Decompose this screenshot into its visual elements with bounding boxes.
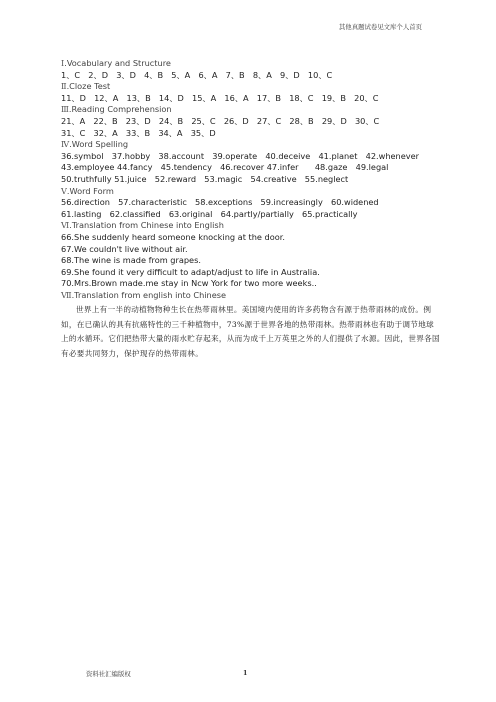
answer-line: 36.symbol 37.hobby 38.account 39.operate 40.deceive 41.planet 42.whenever: [61, 150, 420, 161]
answer-line: 31、C 32、A 33、B 34、A 35、D: [61, 127, 216, 138]
answer-line: 43.employee 44.fancy 45.tendency 46.recover 47.infer 48.gaze 49.legal: [61, 162, 389, 173]
section-heading-spelling: Ⅳ.Word Spelling: [61, 139, 129, 150]
answer-line: 11、D 12、A 13、B 14、D 15、A 16、A 17、B 18、C 19、B 20、C: [61, 92, 379, 103]
section-heading-translation-en-cn: Ⅶ.Translation from english into Chinese: [61, 289, 227, 300]
section-heading-reading: Ⅲ.Reading Comprehension: [61, 104, 172, 115]
section-heading-cloze: Ⅱ.Cloze Test: [61, 81, 111, 92]
footer-copyright: 资料社汇编版权: [86, 670, 131, 678]
section-heading-vocabulary: Ⅰ.Vocabulary and Structure: [61, 58, 171, 68]
answer-key: [61, 58, 441, 361]
answer-line: 21、A 22、B 23、D 24、B 25、C 26、D 27、C 28、B 29、D 30、C: [61, 115, 380, 126]
answer-line: 70.Mrs.Brown made.me stay in Ncw York for two more weeks..: [61, 278, 317, 289]
answer-line: 50.truthfully 51.juice 52.reward 53.magic 54.creative 55.neglect: [61, 173, 349, 184]
answer-line: 69.She found it very difficult to adapt/adjust to life in Australia.: [61, 266, 320, 277]
answer-line: 61.lasting 62.classified 63.original 64.partly/partially 65.practically: [61, 208, 358, 219]
answer-line: 1、C 2、D 3、D 4、B 5、A 6、A 7、B 8、A 9、D 10、C: [61, 69, 333, 80]
section-heading-translation-cn-en: Ⅵ.Translation from Chinese into English: [61, 220, 224, 231]
chinese-translation-paragraph: 世界上有一半的动植物物种生长在热带雨林里。美国境内使用的许多药物含有源于热带雨林的成份。例如，在已确认的具有抗癌特性的三千种植物中，73%源于世界各地的热带雨林。热带雨林也有助于调节地球上的水循环。它们把热带大量的雨水贮存起来，从而为成千上万英里之外的人们提供了水源。因此，世界各国有必要共同努力，保护现存的热带雨林。: [61, 305, 440, 358]
answer-line: 56.direction 57.characteristic 58.exceptions 59.increasingly 60.widened: [61, 197, 379, 208]
answer-line: 66.She suddenly heard someone knocking at the door.: [61, 231, 285, 242]
page-header: 其他真题试卷见文库个人首页: [338, 23, 422, 31]
page-number: 1: [243, 669, 248, 677]
answer-line: 68.The wine is made from grapes.: [61, 255, 201, 266]
answer-line: 67.We couldn't live without air.: [61, 243, 188, 254]
section-heading-word-form: Ⅴ.Word Form: [61, 185, 114, 196]
